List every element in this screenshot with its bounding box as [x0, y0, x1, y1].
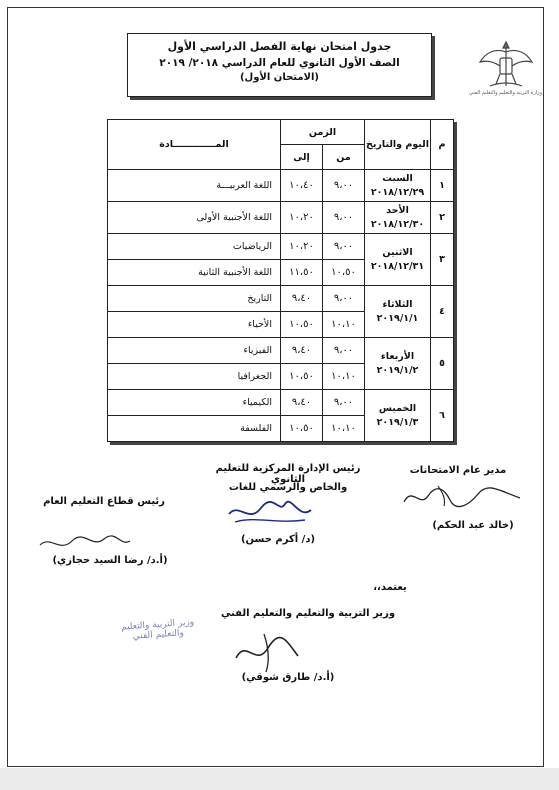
row-number: ٥	[431, 338, 454, 390]
exam-schedule-table	[107, 119, 454, 442]
day-date-cell	[365, 170, 431, 202]
day-date-cell	[365, 234, 431, 286]
day-name: الاثنين	[382, 246, 413, 258]
row-number: ٢	[431, 202, 454, 234]
approved-label: يعتمد،،	[373, 582, 407, 593]
header-from: من	[323, 145, 365, 170]
day-name: السبت	[382, 172, 413, 184]
day-name: الخميس	[378, 402, 417, 414]
time-to: ١٠،٢٠	[281, 202, 323, 234]
header-exam-label: (الامتحان الأول)	[239, 72, 320, 83]
exam-date: ٢٠١٩/١/٢	[376, 364, 419, 376]
ministry-caption: وزارة التربية والتعليم والتعليم الفني	[469, 90, 542, 96]
exams-director-name: (خالد عبد الحكم)	[432, 520, 514, 531]
time-to: ١٠،٤٠	[281, 170, 323, 202]
subject-name: الرياضيات	[108, 234, 281, 260]
exam-date: ٢٠١٨/١٢/٣١	[370, 260, 425, 272]
stamp-text: وزير التربية والتعليم والتعليم الفني	[120, 617, 195, 642]
central-admin-signature	[225, 494, 315, 538]
day-name: الأحد	[386, 204, 409, 216]
time-from: ٩،٠٠	[323, 202, 365, 234]
subject-name: التاريخ	[108, 286, 281, 312]
day-date-cell	[365, 202, 431, 234]
time-to: ١٠،٥٠	[281, 312, 323, 338]
time-to: ٩،٤٠	[281, 286, 323, 312]
exam-date: ٢٠١٩/١/١	[376, 312, 419, 324]
time-from: ٩،٠٠	[323, 338, 365, 364]
minister-title: وزير التربية والتعليم والتعليم الفني	[220, 608, 396, 619]
header-grade-year: الصف الأول الثانوي للعام الدراسي ٢٠١٨/ ٢٠١٩	[159, 57, 400, 69]
table-row	[108, 286, 454, 312]
time-to: ١١،٥٠	[281, 260, 323, 286]
table-row	[108, 338, 454, 364]
header-time: الزمن	[281, 120, 365, 145]
time-from: ٩،٠٠	[323, 170, 365, 202]
table-row	[108, 202, 454, 234]
header-title: جدول امتحان نهاية الفصل الدراسي الأول	[167, 40, 392, 53]
subject-name: الفيزياء	[108, 338, 281, 364]
time-to: ٩،٤٠	[281, 338, 323, 364]
header-num: م	[431, 120, 454, 170]
exam-date: ٢٠١٨/١٢/٢٩	[370, 186, 425, 198]
row-number: ٣	[431, 234, 454, 286]
general-sector-name: (أ.د/ رضا السيد حجازي)	[52, 555, 168, 566]
time-to: ١٠،٢٠	[281, 234, 323, 260]
time-to: ٩،٤٠	[281, 390, 323, 416]
time-to: ١٠،٥٠	[281, 364, 323, 390]
subject-name: الأحياء	[108, 312, 281, 338]
row-number: ٤	[431, 286, 454, 338]
header-to: إلى	[281, 145, 323, 170]
subject-name: الجغرافيا	[108, 364, 281, 390]
day-date-cell	[365, 338, 431, 390]
time-from: ١٠،١٠	[323, 364, 365, 390]
time-from: ١٠،١٠	[323, 312, 365, 338]
general-sector-title: رئيس قطاع التعليم العام	[43, 496, 165, 507]
time-to: ١٠،٥٠	[281, 416, 323, 442]
subject-name: اللغة العربيـــة	[108, 170, 281, 202]
row-number: ١	[431, 170, 454, 202]
subject-name: اللغة الأجنبية الأولى	[108, 202, 281, 234]
table-row	[108, 234, 454, 260]
central-admin-title-2: والخاص والرسمي للغات	[228, 482, 348, 493]
exam-date: ٢٠١٩/١/٣	[376, 416, 419, 428]
time-from: ١٠،٥٠	[323, 260, 365, 286]
central-admin-title-1: رئيس الإدارة المركزية للتعليم الثانوي	[215, 463, 361, 485]
central-admin-name: (د/ أكرم حسن)	[240, 534, 316, 545]
time-from: ٩،٠٠	[323, 286, 365, 312]
row-number: ٦	[431, 390, 454, 442]
exams-director-signature	[398, 478, 526, 518]
subject-name: الكيمياء	[108, 390, 281, 416]
exam-date: ٢٠١٨/١٢/٣٠	[370, 218, 425, 230]
subject-name: اللغة الأجنبية الثانية	[108, 260, 281, 286]
day-date-cell	[365, 390, 431, 442]
day-name: الأربعاء	[380, 350, 415, 362]
day-date-cell	[365, 286, 431, 338]
egypt-eagle-emblem-icon	[476, 38, 536, 96]
scan-bottom-strip	[0, 768, 559, 790]
exams-director-title: مدير عام الامتحانات	[409, 465, 507, 476]
day-name: الثلاثاء	[382, 298, 413, 310]
minister-name: (أ.د/ طارق شوقي)	[241, 672, 335, 683]
time-from: ١٠،١٠	[323, 416, 365, 442]
ministry-stamp	[108, 617, 209, 674]
header-subject: المـــــــــــــادة	[108, 120, 281, 170]
table-row	[108, 390, 454, 416]
table-row	[108, 170, 454, 202]
subject-name: الفلسفة	[108, 416, 281, 442]
header-day-date: اليوم والتاريخ	[365, 120, 431, 170]
time-from: ٩،٠٠	[323, 234, 365, 260]
time-from: ٩،٠٠	[323, 390, 365, 416]
document-header	[127, 33, 432, 97]
